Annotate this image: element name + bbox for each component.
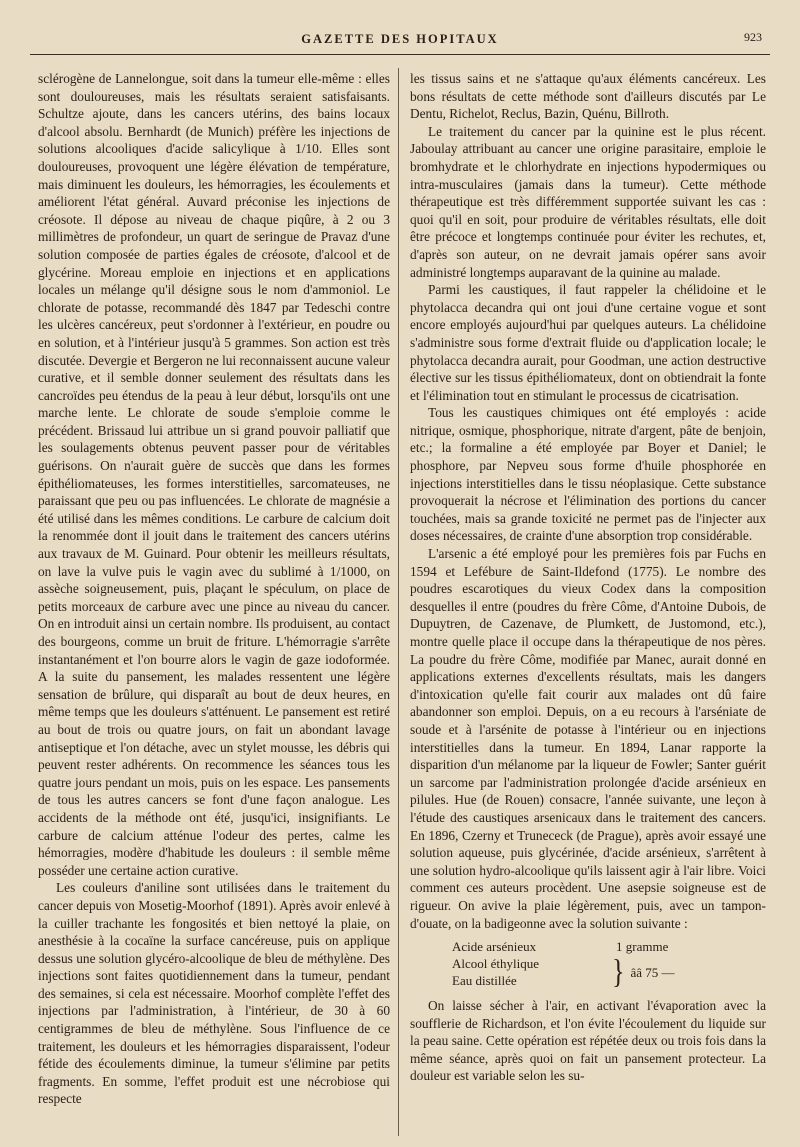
recipe-ingredient: Alcool éthylique [452,956,540,972]
recipe-quantity: ââ 75 — [630,964,675,980]
recipe-quantity: 1 gramme [616,939,669,955]
paragraph: sclérogène de Lannelongue, soit dans la tumeur elle-même : elles sont douloureuses, mais les résultats seraient satisfaisants. Schultze ajoute, dans les cancers utérins, des bains locaux d'alcool absolu. Bernhardt (de Munich) préfère les injections de solutions alcooliques d'acide salicylique à 1/10. Elles sont douloureuses, provoquent une légère élévation de température, mais diminuent les douleurs, les hémorragies, les écoulements et améliorent l'état général. Auvard préconise les injections de créosote. Il dépose au niveau de chaque piqûre, à 2 ou 3 millimètres de profondeur, un quart de seringue de Pravaz d'une solution composée de parties égales de créosote, d'alcool et de glycérine. Moreau emploie en injections et en applications locales un mélange qu'il désigne sous le nom d'ammoniol. Le chlorate de potasse, recommandé dès 1847 par Tedeschi contre les ulcères cancéreux, peut s'ordonner à l'extérieur, en poudre ou en solution, et à l'intérieur jusqu'à 5 grammes. Son action est très discutée. Devergie et Bergeron ne lui reconnaissent aucune valeur curative, et il semble donner seulement des résultats dans les cancroïdes peu étendus de la peau à leur début, lorsqu'ils ont une marche lente. Le chlorate de soude s'emploie comme le précédent. Brissaud lui attribue un si grand pouvoir palliatif que les soulagements obtenus peuvent passer pour de véritables guérisons. On n'aurait guère de succès que dans les formes épithéliomateuses, les formes interstitielles, sarcomateuses, ne paraissant que peu ou pas influencées. Le chlorate de magnésie a été utilisé dans les mêmes conditions. Le carbure de calcium doit la renommée dont il jouit dans le traitement des cancers utérins aux travaux de M. Guinard. Pour obtenir les meilleurs résultats, on lave la vulve puis le vagin avec du sublimé à 1/1000, on assèche soigneusement, puis, plaçant le spéculum, on place de petits morceaux de carbure avec une pince au niveau du cancer. On en introduit ainsi un certain nombre. Ils produisent, au contact des bourgeons, comme un bruit de friture. L'hémorragie s'arrête instantanément et l'on bourre alors le vagin de gaze iodoformée. A la suite du pansement, les malades ressentent une légère sensation de brûlure, qui disparaît au bout de deux heures, en même temps que les douleurs s'atténuent. Le pansement est retiré au bout de trois ou quatre jours, on fait un abondant lavage antiseptique et l'on détache, avec un stylet mousse, les débris qui peuvent rester adhérents. On recommence les séances tous les quatre jours pendant un mois, puis on les espace. Les pansements de tous les autres cancers se font d'une façon analogue. Les accidents de la méthode ont été, jusqu'ici, insignifiants. Le carbure de calcium atténue l'odeur des pertes, calme les hémorragies, modère d'habitude les douleurs : il semble même posséder une certaine action curative. [38,71,390,878]
paragraph: On laisse sécher à l'air, en activant l'évaporation avec la soufflerie de Richardson, et l'on évite l'écoulement du liquide sur la peau saine. Cette opération est répétée deux ou trois fois dans la même séance, après quoi on fait un pansement protecteur. La douleur est variable selon les su- [410,998,766,1084]
brace-symbol: } [612,952,625,991]
paragraph: Le traitement du cancer par la quinine est le plus récent. Jaboulay attribuant au cancer une origine parasitaire, emploie le bromhydrate et le chlorhydrate en injections hypodermiques ou intra-musculaires (jamais dans la tumeur). Cette méthode thérapeutique est très différemment supportée suivant les cas : quoi qu'il en soit, pour produire de véritables résultats, elle doit être précoce et longtemps continuée pour éviter les rechutes, et, d'après son auteur, on ne devrait jamais opérer sans avoir administré longtemps auparavant de la quinine au malade. [410,123,766,280]
right-column [410,70,766,1085]
left-column [38,70,390,1108]
paragraph: Les couleurs d'aniline sont utilisées dans le traitement du cancer depuis von Mosetig-Moorhof (1891). Après avoir enlevé à la cuiller trachante les fongosités et bien nettoyé la plaie, on anesthésie à la cocaïne la surface cancéreuse, puis on applique dessus une solution glycéro-alcoolique de bleu de méthylène. Des injections sont faites quotidiennement dans la tumeur, pendant des semaines, si cela est nécessaire. Moorhof complète l'effet des injections par l'administration, à l'intérieur, de 30 à 60 centigrammes de bleu de méthylène. Sous l'influence de ce traitement, les douleurs et les hémorragies disparaissent, l'odeur fétide des écoulements diminue, la tumeur s'élimine par petits fragments. En somme, l'effet produit est une nécrobiose qui respecte [38,880,390,1107]
paragraph: Parmi les caustiques, il faut rappeler la chélidoine et le phytolacca decandra qui ont joui d'une certaine vogue et sont encore employés aujourd'hui par quelques auteurs. La chélidoine s'administre sous forme d'extrait fluide ou d'application locale; le phytolacca decandra aurait, pour Goodman, une action destructive élective sur les tissus épithéliomateux, dont on obtiendrait la fonte et l'élimination tout en stimulant le processus de cicatrisation. [410,282,766,403]
paragraph: les tissus sains et ne s'attaque qu'aux éléments cancéreux. Les bons résultats de cette méthode sont d'ailleurs discutés par Le Dentu, Richelot, Reclus, Bazin, Quénu, Billroth. [410,71,766,122]
recipe-formula [452,938,766,989]
journal-title: GAZETTE DES HOPITAUX [301,32,499,46]
recipe-line [452,938,766,955]
page-number: 923 [744,30,762,44]
recipe-ingredient: Acide arsénieux [452,939,537,955]
column-divider [398,68,399,1136]
paragraph: Tous les caustiques chimiques ont été employés : acide nitrique, osmique, phosphorique, nitrate d'argent, pâte de benjoin, etc.; la formaline a été employée par Boyer et Daniel; le phosphore, par Nepveu sous forme d'huile phosphorée en injections interstitielles dans le tissu néoplasique. Cette substance provoquerait la nécrose et l'élimination des portions du cancer touchées, mais sa grande toxicité ne permet pas de l'injecter aux doses nécessaires, de crainte d'une absorption trop considérable. [410,405,766,544]
paragraph: L'arsenic a été employé pour les premières fois par Fuchs en 1594 et Lefébure de Saint-Ildefond (1775). Le nombre des poudres escarotiques du vieux Codex dans la composition desquelles il entre (poudres du frère Côme, d'Antoine Dubois, de Dupuytren, de Cazenave, de Plumkett, de Justomond, etc.), montre quelle place il occupe dans la thérapeutique de nos pères. La poudre du frère Côme, modifiée par Manec, aurait donné en applications externes d'excellents résultats, mais les dangers d'intoxication qu'elle fait courir aux malades ont dû faire abandonner son emploi. Depuis, on a eu recours à l'arséniate de soude et à l'arsénite de potasse à l'intérieur ou en injections interstitielles dans la tumeur. En 1894, Lanar rapporte la disparition d'un mélanome par la liqueur de Fowler; Santer guérit un sarcome par l'administration prolongée d'acide arsénieux en pilules. Hue (de Rouen) consacre, l'année suivante, une leçon à l'étude des caustiques arsenicaux dans le traitement des cancers. En 1896, Czerny et Trunececk (de Prague), après avoir essayé une solution aqueuse, puis glycérinée, d'acide arsénieux, s'arrêtent à une solution hydro-alcoolique qu'ils laissent agir à l'air libre. Voici comment ces auteurs procèdent. Une asepsie soigneuse est de rigueur. On avive la plaie légèrement, puis, avec un tampon-d'ouate, on la badigeonne avec la solution suivante : [410,546,766,931]
recipe-ingredient: Eau distillée [452,973,517,989]
recipe-brace-group [452,952,766,991]
page-header [30,32,770,55]
